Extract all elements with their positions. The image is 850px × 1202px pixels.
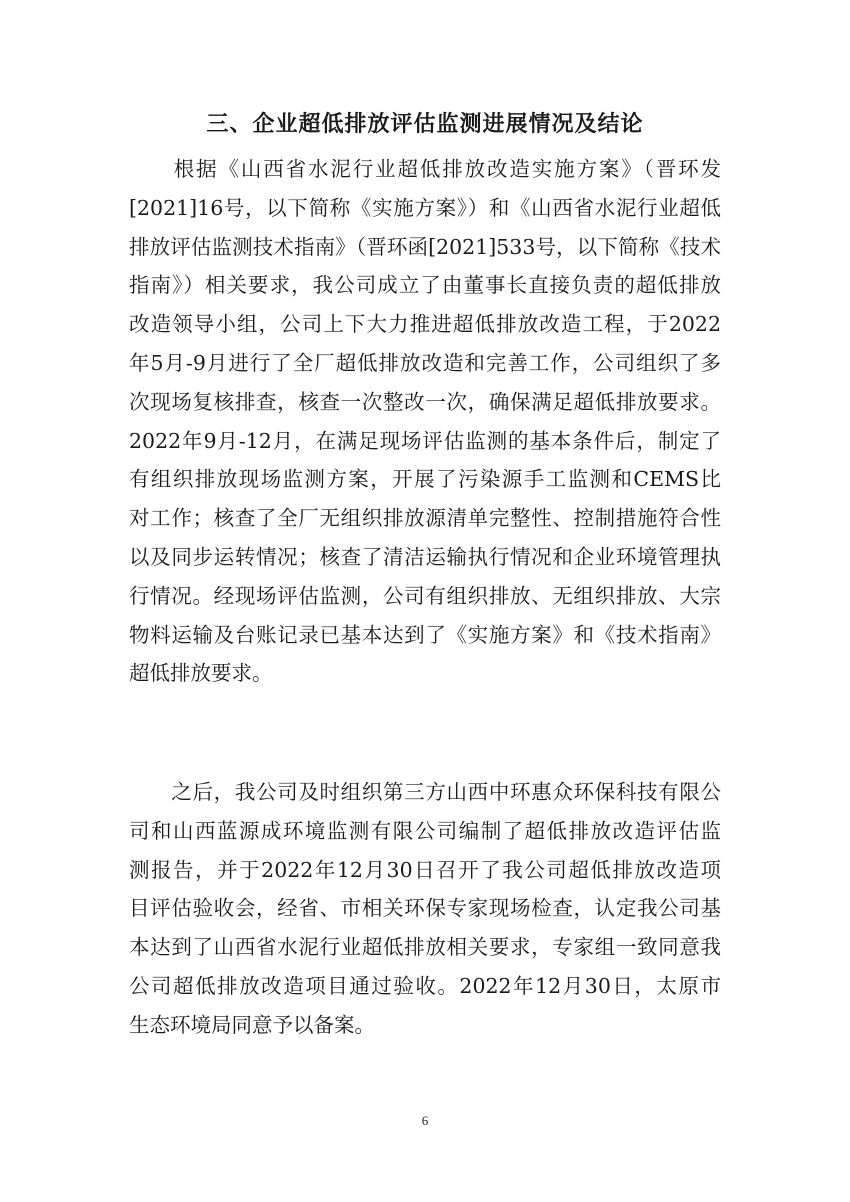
text-line: 目评估验收会，经省、市相关环保专家现场检查，认定我公司基	[129, 896, 721, 921]
text-line: 生态环境局同意予以备案。	[129, 1012, 375, 1037]
text-line: 物料运输及台账记录已基本达到了《实施方案》和《技术指南》	[129, 622, 721, 647]
paragraph-conclusion	[129, 773, 721, 1045]
text-line: 行情况。经现场评估监测，公司有组织排放、无组织排放、大宗	[129, 583, 721, 608]
text-line: 指南》）相关要求，我公司成立了由董事长直接负责的超低排放	[129, 273, 721, 298]
text-line: 以及同步运转情况；核查了清洁运输执行情况和企业环境管理执	[129, 544, 721, 569]
text-line: 司和山西蓝源成环境监测有限公司编制了超低排放改造评估监	[129, 818, 721, 843]
text-line: 次现场复核排查，核查一次整改一次，确保满足超低排放要求。	[129, 389, 721, 414]
text-line: 2022年9月-12月，在满足现场评估监测的基本条件后，制定了	[129, 428, 721, 453]
text-line: 有组织排放现场监测方案，开展了污染源手工监测和CEMS比	[129, 467, 721, 492]
text-line: 年5月-9月进行了全厂超低排放改造和完善工作，公司组织了多	[129, 350, 721, 375]
text-line: 公司超低排放改造项目通过验收。2022年12月30日，太原市	[129, 973, 721, 998]
page-number: 6	[421, 1113, 429, 1128]
text-line: 本达到了山西省水泥行业超低排放相关要求，专家组一致同意我	[129, 935, 721, 960]
text-line: 测报告，并于2022年12月30日召开了我公司超低排放改造项	[129, 857, 721, 882]
text-line: 超低排放要求。	[129, 661, 273, 686]
paragraph-progress	[129, 150, 721, 693]
text-line: 排放评估监测技术指南》（晋环函[2021]533号，以下简称《技术	[129, 234, 721, 259]
text-line: 对工作；核查了全厂无组织排放源清单完整性、控制措施符合性	[129, 506, 721, 531]
text-line: 之后，我公司及时组织第三方山西中环惠众环保科技有限公	[129, 780, 721, 804]
section-heading: 三、企业超低排放评估监测进展情况及结论	[206, 112, 644, 137]
text-line: 改造领导小组，公司上下大力推进超低排放改造工程，于2022	[129, 312, 721, 337]
text-line: [2021]16号，以下简称《实施方案》）和《山西省水泥行业超低	[129, 195, 721, 220]
text-line: 根据《山西省水泥行业超低排放改造实施方案》（晋环发	[129, 157, 721, 181]
